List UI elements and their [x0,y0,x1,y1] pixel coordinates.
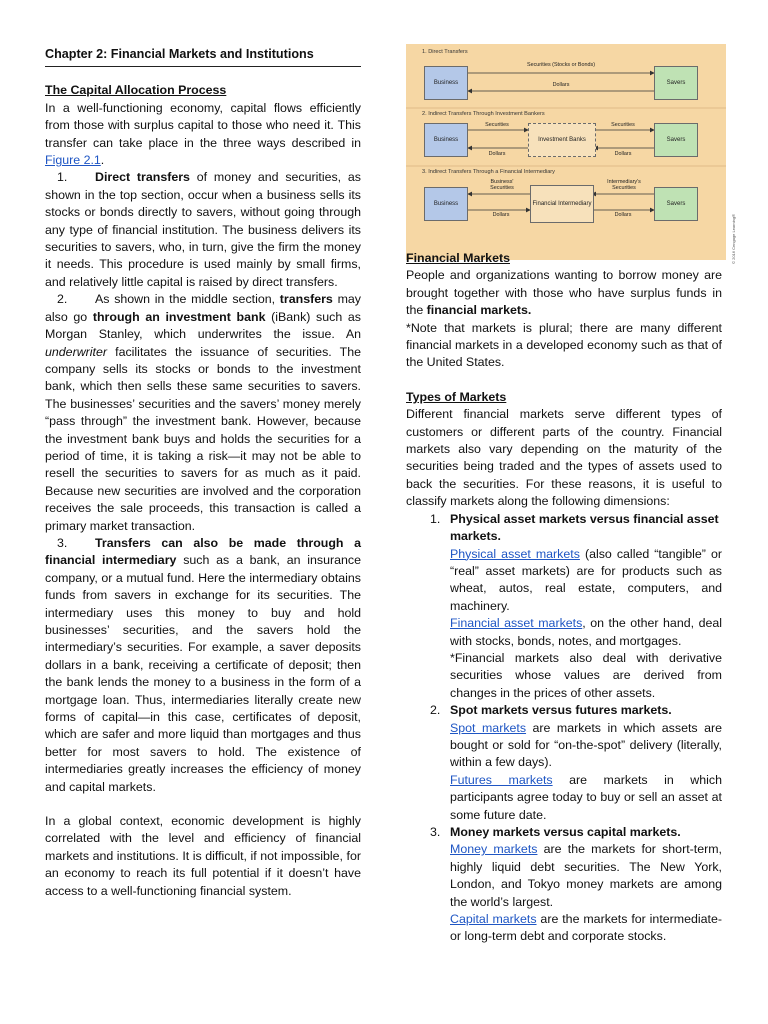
capital-markets-link[interactable]: Capital markets [450,912,537,927]
spot-markets-link[interactable]: Spot markets [450,720,527,735]
figure-copyright: © 2016 Cengage Learning® [731,214,736,264]
item-text: facilitates the issuance of securities. The company sells its stocks or bonds to the investment bank, which then sells these same securities to savers. The businesses’ securities and the savers’ money merely “pass through” the investment bank. However, because the investment bank buys and holds the securities for a period of time, it is taking a risk—it may not be able to resell the securities to savers for as much as it paid. Because new securities are involved and the corporation receives the sale proceeds, this transaction is called a primary market transaction. [45,344,361,533]
item-number: 1. [57,170,68,185]
list-item-text [450,720,722,772]
figure-section-1-label: 1. Direct Transfers [422,49,468,55]
figure-2-1-diagram [406,44,736,264]
item-italic: underwriter [45,344,107,359]
financial-intermediary-box: Financial Intermediary [530,185,594,223]
figure-section-3-label: 3. Indirect Transfers Through a Financial Intermediary [422,169,555,175]
label-securities: Securities [485,122,509,128]
list-item-title: Physical asset markets versus financial asset markets. [450,511,719,544]
business-box: Business [424,66,468,100]
definition-text: (also called “tangible” or “real” asset markets) are for products such as wheat, autos, real estate, computers, and machinery. [450,546,722,613]
label-dollars: Dollars [614,151,632,157]
definition-text: are markets in which participants agree today to buy or sell an asset at some future date. [450,772,722,822]
types-of-markets-paragraph: Different financial markets serve different types of customers or different parts of the country. Financial markets also vary depending on the maturity of the securities being traded and the types of assets used to back the securities. For these reasons, it is useful to classify markets along the following dimensions: [406,407,722,509]
item-direct-transfers [45,169,361,291]
item-bold: transfers [279,292,333,307]
list-number: 2. [430,703,441,718]
list-item [406,511,722,702]
chapter-title: Chapter 2: Financial Markets and Institutions [45,46,361,67]
list-item-title: Money markets versus capital markets. [450,825,681,839]
item-text: such as a bank, an insurance company, or a mutual fund. Here the intermediary obtains funds from savers in exchange for its securities. The intermediary uses this money to buy and hold businesses’ securities, and the savers hold the intermediary’s securities. For example, a saver deposits dollars in a bank, receiving a certificate of deposit; then the bank lends the money to a business in the form of a mortgage loan. Thus, intermediaries literally create new forms of capital—in this case, certificates of deposit, which are safer and more liquid than mortgages and thus better for most savers to hold. The existence of intermediaries greatly increases the efficiency of money and capital markets. [45,553,362,794]
physical-asset-markets-link[interactable]: Physical asset markets [450,546,580,561]
business-box: Business [424,187,468,221]
savers-box: Savers [654,66,698,100]
item-text: (iBank) such as Morgan Stanley, which underwrites the issue. An [45,309,361,342]
figure-link[interactable]: Figure 2.1 [45,153,101,168]
market-types-list [406,511,722,946]
list-item-text [450,615,722,650]
list-item-text [450,546,722,616]
label-dollars: Dollars [488,151,506,157]
item-text: may also go [45,292,361,324]
label-securities-stocks-bonds: Securities (Stocks or Bonds) [526,62,595,68]
item-bold: Direct transfers [95,170,190,185]
list-item [406,702,722,824]
list-item-text [450,772,722,824]
item-number: 3. [57,535,68,550]
definition-text: are the markets for intermediate- or long-term debt and corporate stocks. [450,912,722,944]
fm-text: People and organizations wanting to borrow money are brought together with those who have surplus funds in the [406,268,722,318]
intro-paragraph [45,100,361,170]
figure-section-2-label: 2. Indirect Transfers Through Investment Bankers [422,111,545,117]
investment-banks-box: Investment Banks [528,123,596,157]
types-of-markets-heading: Types of Markets [406,389,507,404]
list-item-title: Spot markets versus futures markets. [450,703,672,718]
list-item [406,824,722,946]
list-item-text [450,841,722,911]
futures-markets-link[interactable]: Futures markets [450,772,553,787]
definition-text: , on the other hand, deal with stocks, bonds, notes, and mortgages. [450,616,722,648]
item-text: As shown in the middle section, [95,292,280,307]
item-text: of money and securities, as shown in the top section, occur when a business sells its stocks or bonds directly to savers, without going through any type of financial institution. The business delivers its securities to savers, who, in turn, give the firm the money it needs. This procedure is used mainly by small firms, and relatively little capital is raised by direct transfers. [45,170,361,289]
financial-markets-paragraph [406,267,722,319]
left-column [45,46,361,900]
right-column [406,250,722,946]
label-dollars: Dollars [552,82,570,88]
item-financial-intermediary [45,535,361,796]
financial-markets-note: *Note that markets is plural; there are many different financial markets in a developed economy such as that of the United States. [406,320,722,370]
business-box: Business [424,123,468,157]
savers-box: Savers [654,123,698,157]
item-bold: through an investment bank [92,309,266,324]
fm-bold: financial markets. [426,303,532,318]
definition-text: are markets in which assets are bought or sold for “on-the-spot” delivery (literally, within a few days). [450,720,722,770]
list-item-text [450,911,722,946]
label-dollars: Dollars [492,212,510,218]
savers-box: Savers [654,187,698,221]
item-investment-bank [45,291,361,535]
money-markets-link[interactable]: Money markets [450,842,538,857]
label-intermediary-securities: Intermediary's Securities [607,179,641,191]
global-paragraph: In a global context, economic development is highly correlated with the level and efficiency of financial markets and institutions. It is difficult, if not impossible, for an economy to reach its full potential if it doesn’t have access to a well-functioning financial system. [45,814,361,898]
item-bold: Transfers can also be made through a financial intermediary [45,535,361,568]
label-securities: Securities [611,122,635,128]
financial-markets-heading: Financial Markets [406,251,510,265]
definition-text: are the markets for short-term, highly liquid debt securities. The New York, London, and Tokyo money markets are among the world’s largest. [450,842,722,909]
section-heading-capital-allocation: The Capital Allocation Process [45,83,227,98]
derivative-note: *Financial markets also deal with derivative securities whose values are derived from changes in the prices of other assets. [450,650,722,700]
label-dollars: Dollars [614,212,632,218]
financial-asset-markets-link[interactable]: Financial asset markets [450,616,583,631]
intro-text: In a well-functioning economy, capital flows efficiently from those with surplus capital to those who need it. This transfer can take place in the three ways described in [45,100,361,150]
label-business-securities: Business' Securities [490,179,514,191]
intro-end: . [100,153,105,168]
item-number: 2. [57,292,68,307]
list-number: 3. [430,825,441,839]
list-number: 1. [430,511,441,526]
